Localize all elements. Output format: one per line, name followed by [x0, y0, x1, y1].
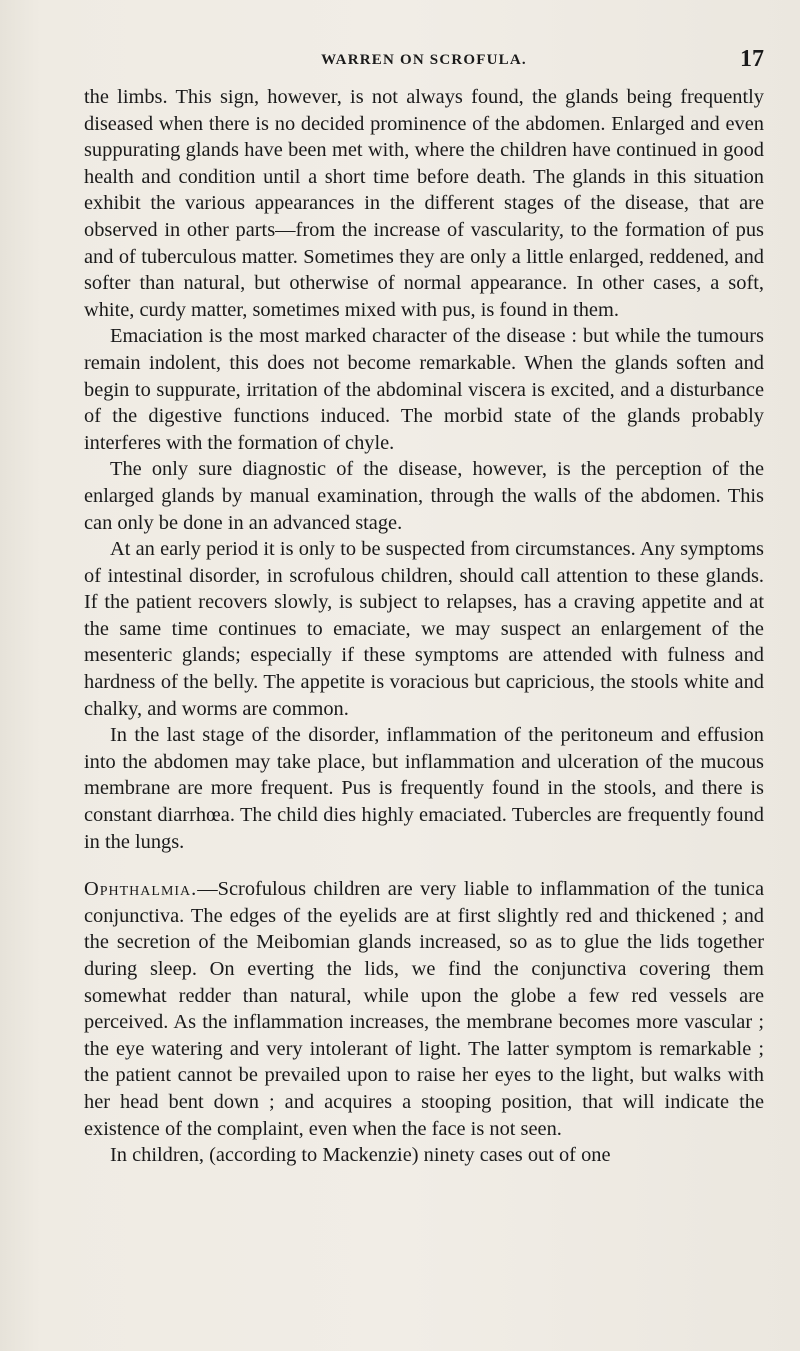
running-title: WARREN ON SCROFULA. [321, 52, 527, 68]
section-heading: Ophthalmia. [84, 878, 198, 901]
page-header [84, 46, 764, 82]
paragraph: the limbs. This sign, however, is not always found, the glands being frequently diseased when there is no decided prominence of the abdomen. Enlarged and even suppurating glands have been met with, where the children have continued in good health and condition until a short time before death. The glands in this situation exhibit the various appearances in the different stages of the disease, that are observed in other parts—from the increase of vascularity, to the formation of pus and of tuberculous matter. Sometimes they are only a little enlarged, reddened, and softer than natural, but otherwise of normal appearance. In other cases, a soft, white, curdy matter, sometimes mixed with pus, is found in them. [84, 86, 764, 321]
paragraph: The only sure diagnostic of the disease, however, is the perception of the enlarged glands by manual examination, through the walls of the abdomen. This can only be done in an advanced stage. [84, 458, 764, 534]
paragraph: Emaciation is the most marked character of the disease : but while the tumours remain indolent, this does not become remarkable. When the glands soften and begin to suppurate, irritation of the abdominal viscera is excited, and a disturbance of the digestive functions induced. The morbid state of the glands probably interferes with the formation of chyle. [84, 325, 764, 454]
paragraph: In the last stage of the disorder, inflammation of the peritoneum and effusion into the abdomen may take place, but inflammation and ulceration of the mucous membrane are more frequent. Pus is frequently found in the stools, and there is constant diarrhœa. The child dies highly emaciated. Tubercles are frequently found in the lungs. [84, 724, 764, 853]
paragraph: In children, (according to Mackenzie) ninety cases out of one [110, 1144, 611, 1167]
ophthalmia-paragraph [84, 876, 764, 1142]
section-gap [84, 855, 764, 876]
body-text [84, 84, 764, 1169]
page-number: 17 [740, 46, 764, 72]
paragraph: At an early period it is only to be suspected from circumstances. Any symptoms of intestinal disorder, in scrofulous children, should call attention to these glands. If the patient recovers slowly, is subject to relapses, has a craving appetite and at the same time continues to emaciate, we may suspect an enlargement of the mesenteric glands; especially if these symptoms are attended with fulness and hardness of the belly. The appetite is voracious but capricious, the stools white and chalky, and worms are common. [84, 538, 764, 720]
section-text: —Scrofulous children are very liable to inflammation of the tunica conjunctiva. The edges of the eyelids are at first slightly red and thickened ; and the secretion of the Meibomian glands increased, so as to glue the lids together during sleep. On everting the lids, we find the conjunctiva covering them somewhat redder than natural, while upon the globe a few red vessels are perceived. As the inflammation increases, the membrane becomes more vascular ; the eye watering and very intolerant of light. The latter symptom is remarkable ; the patient cannot be prevailed upon to raise her eyes to the light, but walks with her head bent down ; and acquires a stooping position, that will indicate the existence of the complaint, even when the face is not seen. [84, 878, 764, 1140]
